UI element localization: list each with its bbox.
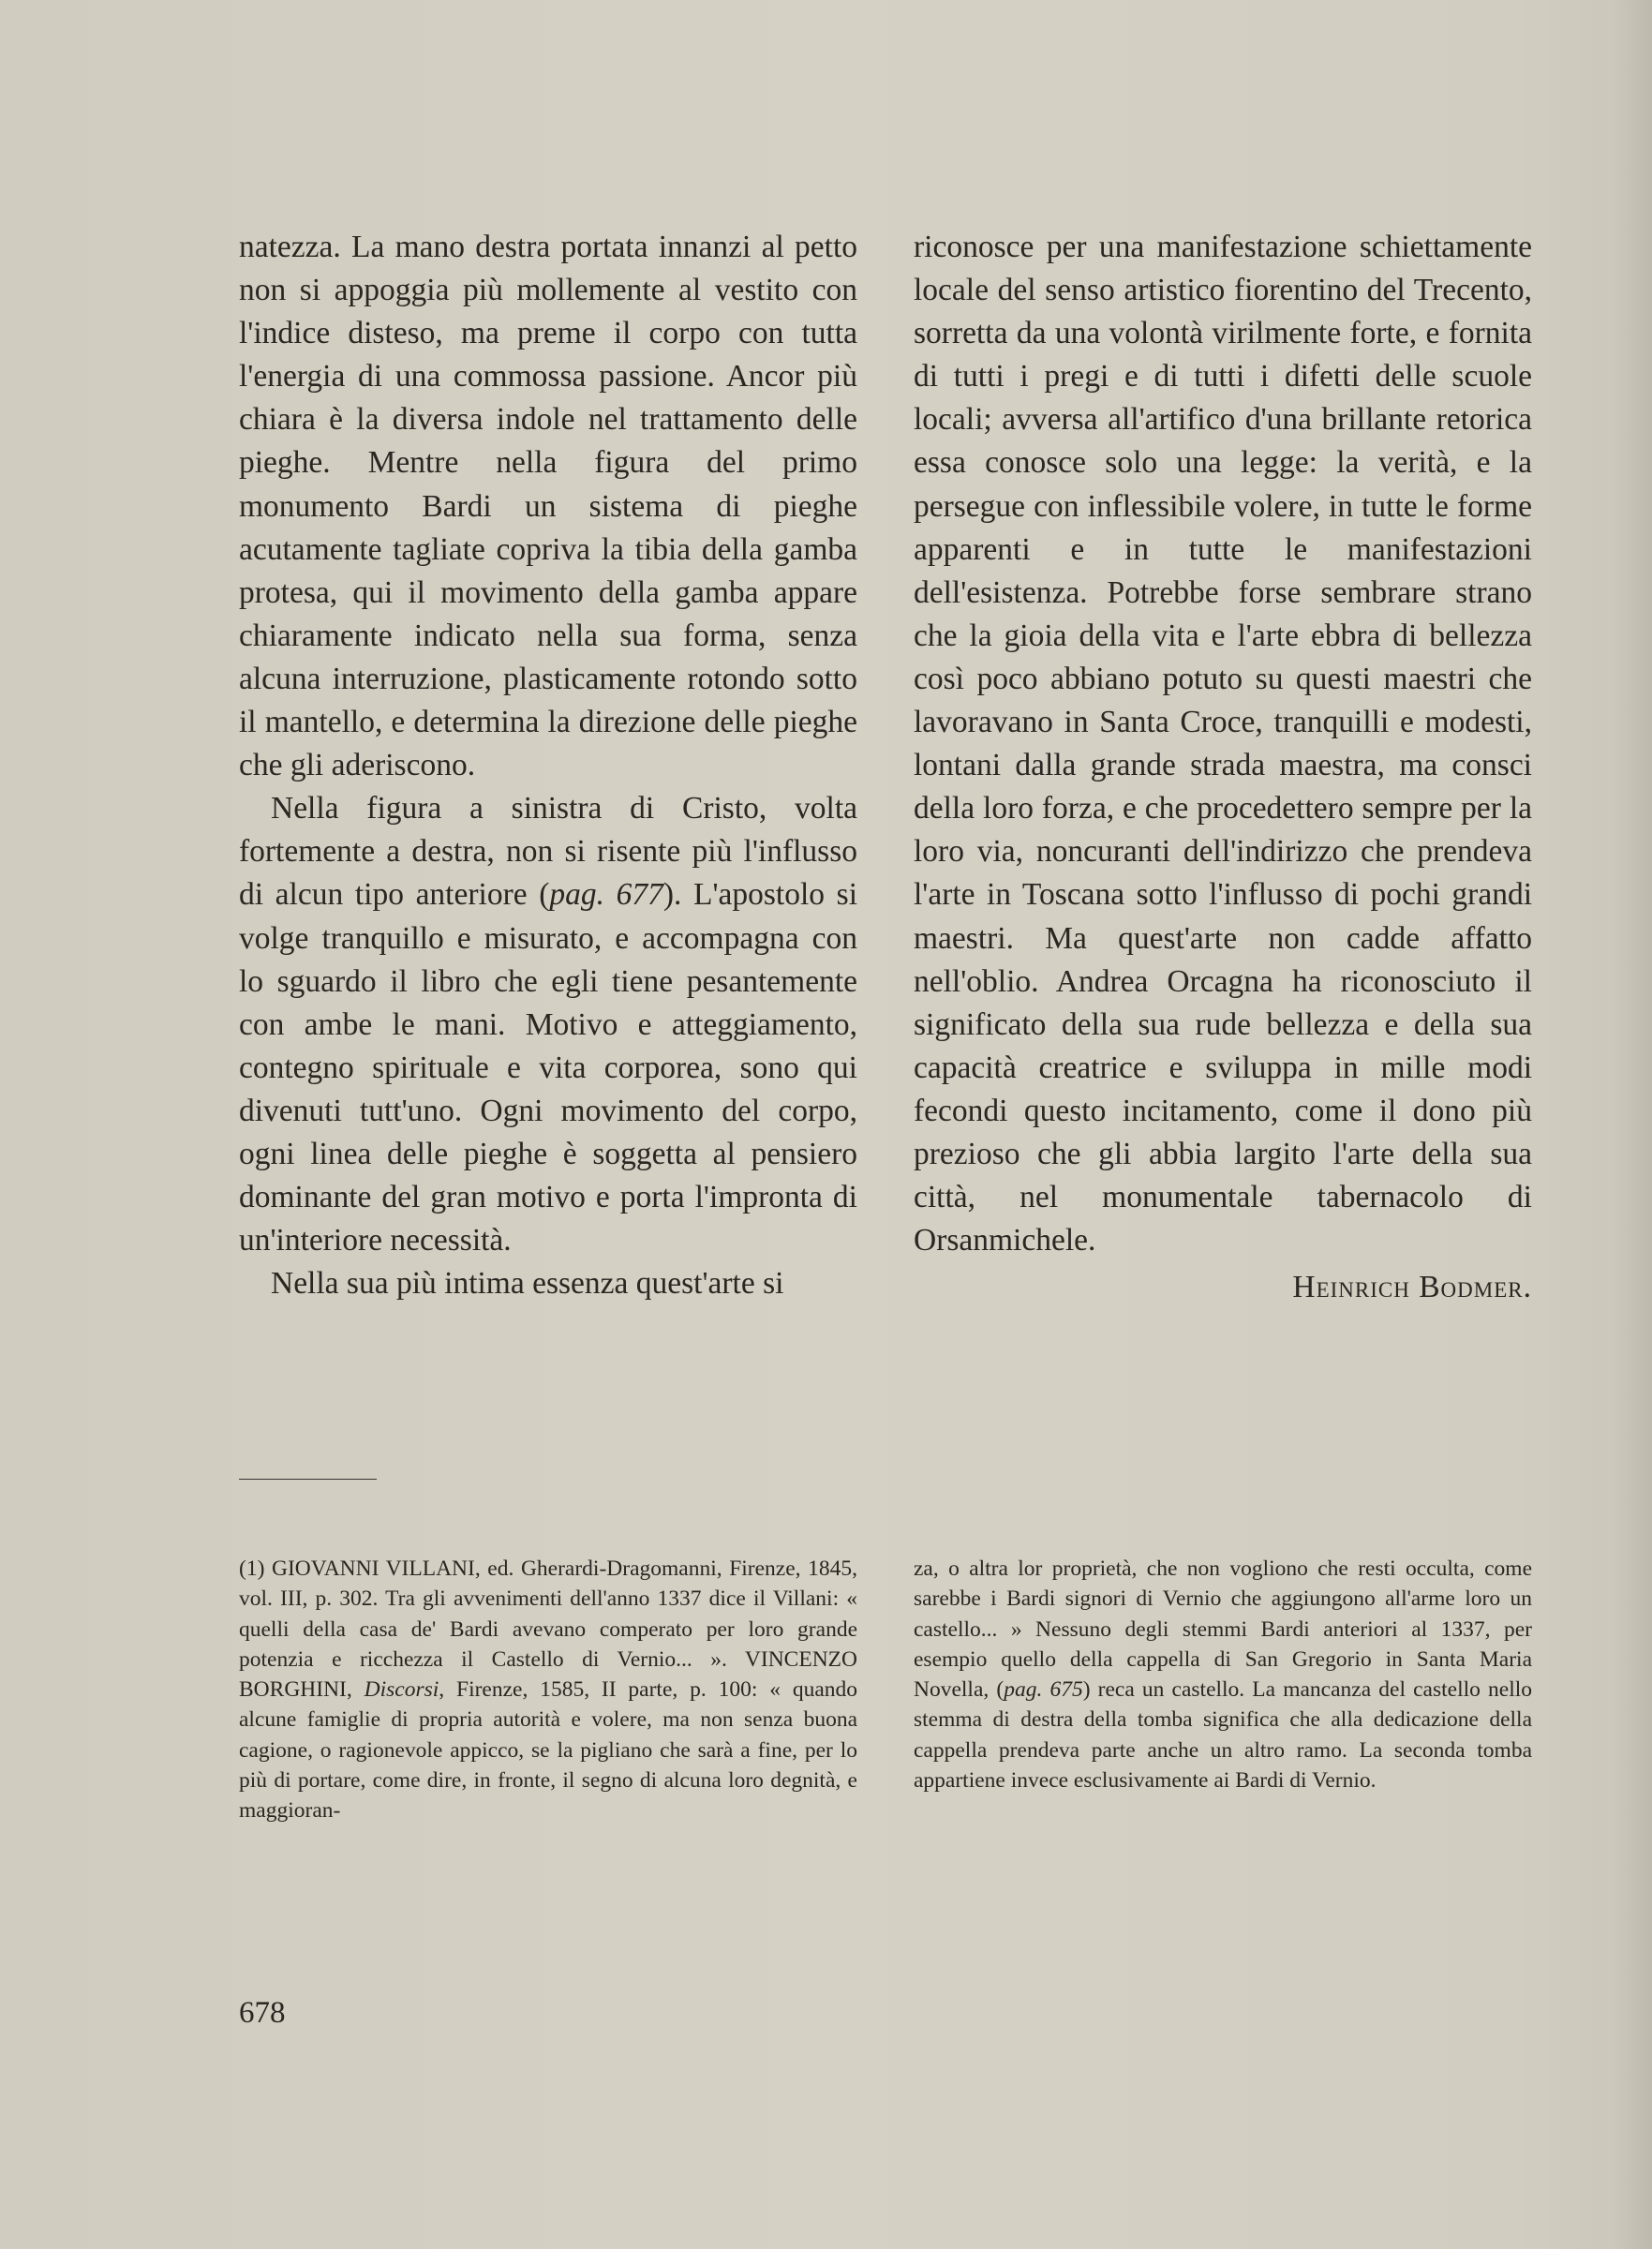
footnote: za, o altra lor proprietà, che non vogliono che resti occulta, come sarebbe i Bardi signori di Vernio che aggiungono all'arme loro un castello... » Nessuno degli stemmi Bardi anteriori al 1337, per esempio quello della cappella di San Gregorio in Santa Maria Novella, (pag. 675) reca un castello. La mancanza del castello nello stemma di destra della tomba significa che alla dedicazione della cappella prendeva parte anche un altro ramo. La seconda tomba appartiene invece esclusivamente ai Bardi di Vernio. [914,1556,1532,1794]
paragraph: riconosce per una manifestazione schiettamente locale del senso artistico fiorentino del Trecento, sorretta da una volontà virilmente forte, e fornita di tutti i pregi e di tutti i difetti delle scuole locali; avversa all'artifico d'una brillante retorica essa conosce solo una legge: la verità, e la persegue con inflessibile volere, in tutte le forme apparenti e in tutte le manifestazioni dell'esistenza. Potrebbe forse sembrare strano che la gioia della vita e l'arte ebbra di bellezza così poco abbiano potuto su questi maestri che lavoravano in Santa Croce, tranquilli e modesti, lontani dalla grande strada maestra, ma consci della loro forza, e che procedettero sempre per la loro via, noncuranti dell'indirizzo che prendeva l'arte in Toscana sotto l'influsso di pochi grandi maestri. Ma quest'arte non cadde affatto nell'oblio. Andrea Orcagna ha riconosciuto il significato della sua rude bellezza e della sua capacità creatrice e sviluppa in mille modi fecondi questo incitamento, come il dono più prezioso che gli abbia largito l'arte della sua città, nel monumentale tabernacolo di Orsanmichele. [914,230,1532,1259]
footnote-left-column [239,1554,857,1826]
page-reference: pag. 677 [549,877,663,913]
paragraph: Nella figura a sinistra di Cristo, volta fortemente a destra, non si risente più l'influsso di alcun tipo anteriore (pag. 677). L'apostolo si volge tranquillo e misurato, e accompagna con lo sguardo il libro che egli tiene pesantemente con ambe le mani. Motivo e atteggiamento, contegno spirituale e vita corporea, sono qui divenuti tutt'uno. Ogni movimento del corpo, ogni linea delle pieghe è soggetta al pensiero dominante del gran motivo e porta l'impronta di un'interiore necessità. [239,791,858,1259]
right-text-column [914,226,1532,1309]
page-number: 678 [239,1996,286,2030]
paragraph: Nella sua più intima essenza quest'arte si [271,1266,784,1302]
footnote-right-column [914,1554,1532,1795]
page-edge-shadow [1615,0,1652,2249]
paragraph: natezza. La mano destra portata innanzi al petto non si appoggia più mollemente al vestito con l'indice disteso, ma preme il corpo con tutta l'energia di una commossa passione. Ancor più chiara è la diversa indole nel trattamento delle pieghe. Mentre nella figura del primo monumento Bardi un sistema di pieghe acutamente tagliate copriva la tibia della gamba protesa, qui il movimento della gamba appare chiaramente indicato nella sua forma, senza alcuna interruzione, plasticamente rotondo sotto il mantello, e determina la direzione delle pieghe che gli aderiscono. [239,230,857,783]
footnote: (1) GIOVANNI VILLANI, ed. Gherardi-Dragomanni, Firenze, 1845, vol. III, p. 302. Tra gli avvenimenti dell'anno 1337 dice il Villani: « quelli della casa de' Bardi avevano comperato per loro grande potenzia e ricchezza il Castello di Vernio... ». VINCENZO BORGHINI, Discorsi, Firenze, 1585, II parte, p. 100: « quando alcune famiglie di propria autorità e volere, ma non senza buona cagione, o ragionevole appicco, se la pigliano che sarà a fine, per lo più di portare, come dire, in fronte, il segno di alcuna loro degnità, e maggioran- [239,1556,858,1824]
footnote-divider [239,1479,377,1480]
author-signature: Heinrich Bodmer. [1292,1270,1532,1305]
left-text-column [239,226,857,1305]
